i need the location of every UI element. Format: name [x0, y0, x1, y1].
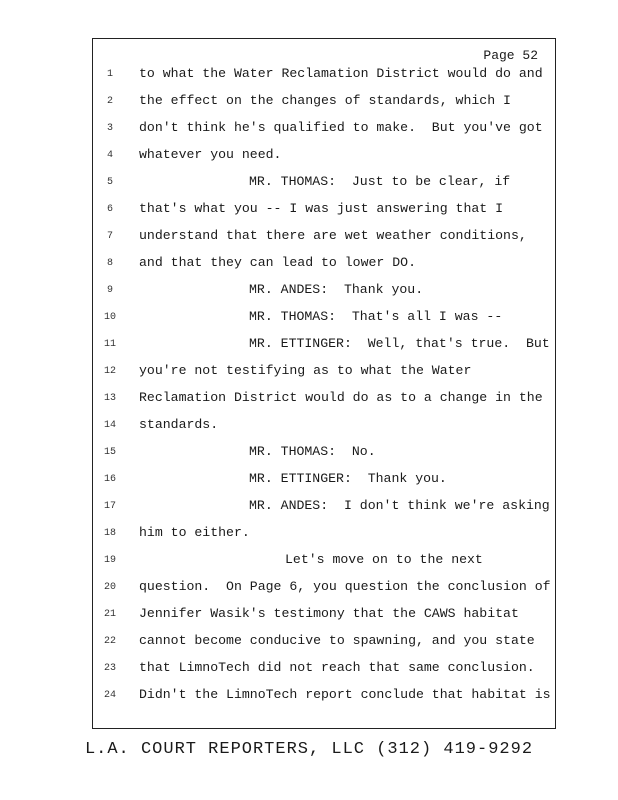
transcript-line: [0, 606, 618, 633]
line-text: MR. ETTINGER: Well, that's true. But: [249, 336, 550, 351]
line-text: cannot become conducive to spawning, and you state: [139, 633, 535, 648]
line-number: 15: [103, 447, 116, 458]
line-text: to what the Water Reclamation District would do and: [139, 66, 543, 81]
transcript-line: [0, 282, 618, 309]
transcript-line: [0, 498, 618, 525]
transcript-line: [0, 417, 618, 444]
line-number: 23: [103, 663, 116, 674]
transcript-line: [0, 390, 618, 417]
line-number: 22: [103, 636, 116, 647]
transcript-line: [0, 147, 618, 174]
transcript-line: [0, 471, 618, 498]
transcript-line: [0, 444, 618, 471]
line-text: Didn't the LimnoTech report conclude that habitat is: [139, 687, 551, 702]
line-number: 14: [103, 420, 116, 431]
transcript-line: [0, 660, 618, 687]
line-text: you're not testifying as to what the Water: [139, 363, 472, 378]
transcript-line: [0, 309, 618, 336]
line-number: 16: [103, 474, 116, 485]
transcript-line: [0, 255, 618, 282]
transcript-line: [0, 552, 618, 579]
transcript-line: [0, 66, 618, 93]
line-text: don't think he's qualified to make. But you've got: [139, 120, 543, 135]
line-number: 10: [103, 312, 116, 323]
line-number: 4: [106, 150, 113, 161]
line-text: him to either.: [139, 525, 250, 540]
line-number: 7: [106, 231, 113, 242]
transcript-line: [0, 363, 618, 390]
line-number: 21: [103, 609, 116, 620]
line-text: MR. ETTINGER: Thank you.: [249, 471, 447, 486]
line-text: MR. ANDES: I don't think we're asking: [249, 498, 550, 513]
transcript-line: [0, 93, 618, 120]
transcript-line: [0, 201, 618, 228]
line-number: 8: [106, 258, 113, 269]
transcript-line: [0, 228, 618, 255]
line-text: understand that there are wet weather conditions,: [139, 228, 527, 243]
line-text: and that they can lead to lower DO.: [139, 255, 416, 270]
line-number: 6: [106, 204, 113, 215]
transcript-line: [0, 525, 618, 552]
bottom-rule: [92, 728, 555, 729]
transcript-line: [0, 687, 618, 714]
line-number: 11: [103, 339, 116, 350]
line-number: 5: [106, 177, 113, 188]
line-text: the effect on the changes of standards, which I: [139, 93, 511, 108]
line-text: that's what you -- I was just answering that I: [139, 201, 504, 216]
footer-reporter: L.A. COURT REPORTERS, LLC (312) 419-9292: [84, 740, 534, 759]
transcript-line: [0, 579, 618, 606]
line-text: MR. ANDES: Thank you.: [249, 282, 424, 297]
line-number: 2: [106, 96, 113, 107]
line-text: question. On Page 6, you question the conclusion of: [139, 579, 551, 594]
transcript-lines: [0, 66, 618, 714]
line-number: 24: [103, 690, 116, 701]
transcript-line: [0, 120, 618, 147]
line-number: 12: [103, 366, 116, 377]
line-number: 3: [106, 123, 113, 134]
line-number: 20: [103, 582, 116, 593]
line-text: MR. THOMAS: That's all I was --: [249, 309, 503, 324]
line-number: 9: [106, 285, 113, 296]
line-number: 13: [103, 393, 116, 404]
page-label: Page 52: [483, 48, 538, 63]
transcript-line: [0, 336, 618, 363]
line-text: Let's move on to the next: [285, 552, 483, 567]
line-text: Jennifer Wasik's testimony that the CAWS habitat: [139, 606, 519, 621]
line-text: MR. THOMAS: Just to be clear, if: [249, 174, 511, 189]
line-text: that LimnoTech did not reach that same conclusion.: [139, 660, 535, 675]
line-text: whatever you need.: [139, 147, 282, 162]
transcript-line: [0, 633, 618, 660]
line-text: MR. THOMAS: No.: [249, 444, 376, 459]
line-number: 1: [106, 69, 113, 80]
line-number: 17: [103, 501, 116, 512]
line-number: 18: [103, 528, 116, 539]
line-number: 19: [103, 555, 116, 566]
transcript-line: [0, 174, 618, 201]
line-text: standards.: [139, 417, 219, 432]
line-text: Reclamation District would do as to a change in the: [139, 390, 543, 405]
